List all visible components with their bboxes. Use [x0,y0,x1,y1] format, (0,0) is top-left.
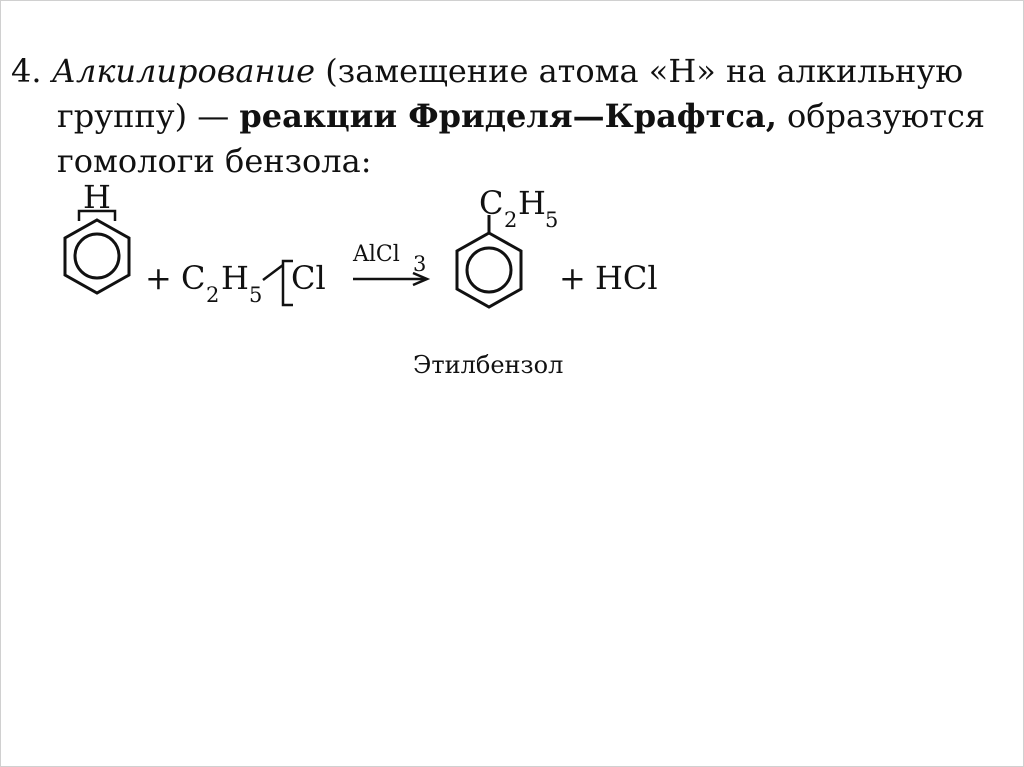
product-hydrogen: H [518,184,546,222]
alkylation-term: Алкилирование [51,52,316,90]
paragraph-line-3 [11,139,1011,184]
reagent-hydrogen-subscript: 5 [249,283,263,307]
reagent-carbon: C [181,259,206,297]
ethyl-group-label [479,184,558,232]
paragraph-line-1 [11,49,1011,94]
product-carbon: C [479,184,504,222]
product-carbon-subscript: 2 [504,208,518,232]
cleaved-bond [263,265,283,280]
friedel-crafts-name: реакции Фриделя—Крафтса, [239,97,777,135]
reaction-scheme [1,181,1024,401]
reagent-chlorine: Cl [291,259,326,297]
reaction-arrow-group [352,242,427,285]
definition-text: (замещение атома «H» на алкильную [325,52,964,90]
item-number: 4. [11,52,42,90]
product-name: Этилбензол [413,351,564,379]
reagent-hydrogen: H [221,259,249,297]
definition-text-continued: группу) — [57,97,230,135]
alkylation-paragraph [11,49,1011,184]
benzene-homologs-text: гомологи бензола: [57,142,372,180]
product-hydrogen-subscript: 5 [545,208,559,232]
ethyl-chloride-formula [181,259,326,307]
benzene-ring-reactant [65,211,129,293]
paragraph-line-2 [11,94,1011,139]
catalyst-subscript: 3 [413,252,427,276]
reagent-carbon-subscript: 2 [206,283,220,307]
plus-sign-2: + [559,259,586,297]
catalyst-label: AlCl [353,242,400,267]
hydrogen-substituent-label: H [83,181,111,216]
forms-text: образуются [787,97,986,135]
hydrogen-chloride: HCl [595,259,658,297]
plus-sign-1: + [145,259,172,297]
